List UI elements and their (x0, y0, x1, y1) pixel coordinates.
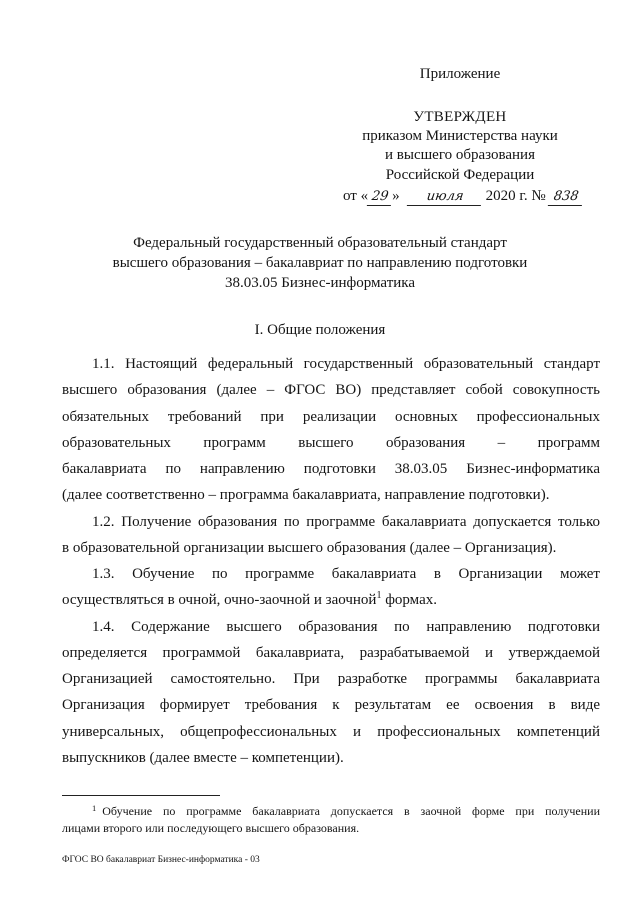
body-text (62, 351, 600, 771)
paragraph-1-2-line: 1.2. Получение образования по программе бакалавриата допускается только (92, 513, 600, 530)
order-prefix: от « (343, 188, 369, 204)
approval-line-order: приказом Министерства науки (362, 128, 558, 144)
standard-title-line: Федеральный государственный образовательный стандарт (133, 235, 507, 251)
paragraph-1-1-line: образовательных программ высшего образования – программ (62, 434, 600, 451)
paragraph-1-4-line: 1.4. Содержание высшего образования по направлению подготовки (92, 618, 600, 635)
approval-line-ministry: и высшего образования (385, 147, 535, 164)
paragraph-1-4-line: Организация формирует требования к результатам ее освоения в виде (62, 697, 600, 714)
order-year: 2020 г. № (485, 188, 546, 204)
standard-title-line: 38.03.05 Бизнес-информатика (224, 275, 416, 291)
handwritten-day: 29 (367, 189, 393, 206)
order-date-line (343, 186, 583, 206)
paragraph-1-1-line: бакалавриата по направлению подготовки 38.03.05 Бизнес-информатика (62, 461, 600, 478)
approval-line-federation: Российской Федерации (385, 166, 535, 183)
approval-title: УТВЕРЖДЕН (413, 109, 507, 125)
paragraph-1-4-line: определяется программой бакалавриата, разрабатываемой и утверждаемой (62, 644, 600, 661)
footnote (62, 803, 600, 837)
paragraph-1-3-text-end: формах. (381, 592, 437, 609)
page-footer: ФГОС ВО бакалавриат Бизнес-информатика - 03 (62, 855, 260, 865)
footnote-text: Обучение по программе бакалавриата допускается в заочной форме при получении (102, 804, 600, 818)
handwritten-month: июля (406, 189, 482, 206)
standard-title-line: высшего образования – бакалавриат по направлению подготовки (112, 255, 528, 271)
paragraph-1-4-line: универсальных, общепрофессиональных и профессиональных компетенций (62, 723, 600, 740)
standard-title (0, 233, 640, 293)
order-day-close: » (392, 188, 400, 204)
paragraph-1-4-line: Организацией самостоятельно. При разработке программы бакалавриата (62, 671, 600, 688)
section-heading: I. Общие положения (254, 322, 386, 338)
paragraph-1-1-line: высшего образования (далее – ФГОС ВО) представляет собой совокупность (62, 382, 600, 399)
appendix-label: Приложение (419, 66, 501, 82)
footnote-marker: 1 (92, 803, 97, 813)
paragraph-1-1-line: обязательных требований при реализации основных профессиональных (62, 408, 600, 425)
paragraph-1-3-text: осуществляться в очной, очно-заочной и заочной (62, 592, 377, 609)
paragraph-1-1-line: (далее соответственно – программа бакалавриата, направление подготовки). (62, 487, 550, 504)
footnote-line: лицами второго или последующего высшего образования. (62, 821, 360, 835)
handwritten-order-number: 838 (547, 189, 583, 206)
paragraph-1-2-line: в образовательной организации высшего образования (далее – Организация). (62, 539, 557, 556)
paragraph-1-4-line: выпускников (далее вместе – компетенции). (62, 749, 344, 766)
paragraph-1-3-line (62, 587, 600, 613)
footnote-reference: 1 (376, 590, 382, 602)
paragraph-1-1-line: 1.1. Настоящий федеральный государственный образовательный стандарт (92, 356, 600, 372)
approval-block (330, 107, 590, 185)
paragraph-1-3-line: 1.3. Обучение по программе бакалавриата в Организации может (92, 566, 600, 583)
footnote-line (62, 803, 600, 820)
footnote-separator (62, 795, 220, 796)
